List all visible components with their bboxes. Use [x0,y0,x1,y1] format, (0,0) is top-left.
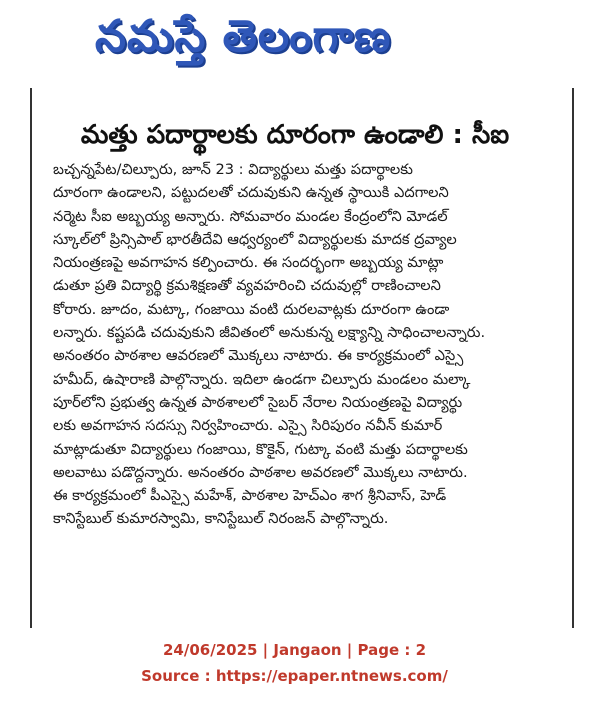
article-line: లకు అవగాహన సదస్సు నిర్వహించారు. ఎస్సై సిరిపురం నవీన్ కుమార్ [53,417,443,435]
article-line: ఈ కార్యక్రమంలో పీఎస్సై మహేశ్, పాఠశాల హెచ్‌ఎం శాగ శ్రీనివాస్, హెడ్ [53,487,447,505]
clipping-footer [0,640,589,686]
article-line: కానిస్టేబుల్ కుమారస్వామి, కానిస్టేబుల్ నిరంజన్ పాల్గొన్నారు. [53,510,389,528]
article-line: హమీద్, ఉషారాణి పాల్గొన్నారు. ఇదిలా ఉండగా చిల్పూరు మండలం మల్కా [53,370,471,388]
article-line: కోరారు. జూదం, మట్కా, గంజాయి వంటి దురలవాట్లకు దూరంగా ఉండా [53,300,450,318]
article-line: దూరంగా ఉండాలని, పట్టుదలతో చదువుకుని ఉన్నత స్థాయికి ఎదగాలని [53,184,449,202]
article-line: పూర్‌లోని ప్రభుత్వ ఉన్నత పాఠశాలలో సైబర్ నేరాల నియంత్రణపై విద్యార్థు [53,393,463,411]
article-line: మాట్లాడుతూ విద్యార్థులు గంజాయి, కొకైన్, గుట్కా వంటి మత్తు పదార్థాలకు [53,440,468,458]
article-line: నర్మెట సీఐ అబ్బయ్య అన్నారు. సోమవారం మండల కేంద్రంలోని మోడల్ [53,207,448,225]
article-line: లన్నారు. కష్టపడి చదువుకుని జీవితంలో అనుకున్న లక్ష్యాన్ని సాధించాలన్నారు. [53,324,486,342]
masthead-title: నమస్తే తెలంగాణ [95,11,392,62]
article-line: నియంత్రణపై అవగాహన కల్పించారు. ఈ సందర్భంగా అబ్బయ్య మాట్లా [53,254,444,272]
article-line: బచ్చన్నపేట/చిల్పూరు, జూన్ 23 : విద్యార్థులు మత్తు పదార్థాలకు [53,161,413,178]
source-link: Source : https://epaper.ntnews.com/ [141,667,448,685]
article-line: స్కూల్‌లో ప్రిన్సిపాల్ భారతీదేవి ఆధ్వర్యంలో విద్యార్థులకు మాదక ద్రవ్యాల [53,230,457,248]
article-line: అనంతరం పాఠశాల ఆవరణలో మొక్కలు నాటారు. ఈ కార్యక్రమంలో ఎస్సై [53,347,464,365]
article-headline: మత్తు పదార్థాలకు దూరంగా ఉండాలి : సీఐ [80,120,510,150]
newspaper-masthead [0,0,589,78]
article-body [53,158,558,531]
article-line: అలవాటు పడొద్దన్నారు. అనంతరం పాఠశాల అవరణలో మొక్కలు నాటారు. [53,463,468,481]
edition-info: 24/06/2025 | Jangaon | Page : 2 [162,641,427,659]
article-line: డుతూ ప్రతి విద్యార్థి క్రమశిక్షణతో వ్యవహరించి చదువుల్లో రాణించాలని [53,277,441,295]
